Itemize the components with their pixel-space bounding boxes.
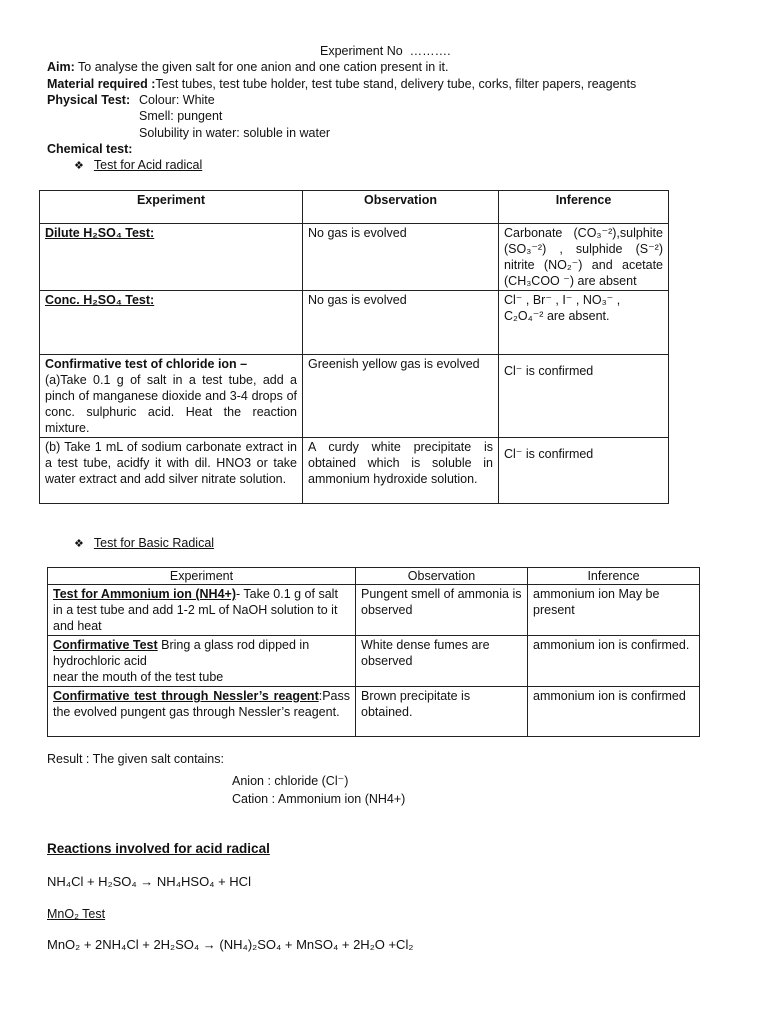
experiment-cell [40, 224, 303, 291]
col-header-observation: Observation [303, 191, 499, 224]
aim-label: Aim: [47, 60, 75, 74]
chemical-test-label [47, 141, 132, 157]
reaction-equation-1: NH₄Cl + H₂SO₄ → NH₄HSO₄ + HCl [47, 874, 251, 889]
acid-radical-heading-text: Test for Acid radical [93, 158, 203, 172]
observation-cell: No gas is evolved [303, 291, 499, 355]
observation-cell: A curdy white precipitate is obtained which is soluble in ammonium hydroxide solution. [303, 438, 499, 504]
experiment-title: Confirmative test of chloride ion – [45, 357, 248, 371]
table-row [40, 291, 669, 355]
experiment-title: Confirmative Test [53, 638, 158, 652]
experiment-text: - Take 0.1 g of salt in a test tube and add 1-2 mL of NaOH solution to it and heat [53, 587, 338, 633]
experiment-cell [40, 355, 303, 438]
bullet-icon: ❖ [74, 160, 84, 172]
bullet-icon: ❖ [74, 538, 84, 550]
table-row [40, 224, 669, 291]
observation-cell: White dense fumes are observed [356, 636, 528, 687]
inference-cell: ammonium ion is confirmed. [528, 636, 700, 687]
table-row [48, 585, 700, 636]
col-header-inference: Inference [499, 191, 669, 224]
inference-cell: Carbonate (CO₃⁻²),sulphite (SO₃⁻²) , sulphide (S⁻²) nitrite (NO₂⁻) and acetate (CH₃COO ⁻) are absent [499, 224, 669, 291]
basic-radical-heading-text: Test for Basic Radical [93, 536, 215, 550]
inference-cell: Cl⁻ , Br⁻ , I⁻ , NO₃⁻ , C₂O₄⁻² are absent. [499, 291, 669, 355]
physical-solubility: Solubility in water: soluble in water [139, 126, 331, 140]
experiment-cell [48, 636, 356, 687]
observation-cell: No gas is evolved [303, 224, 499, 291]
inference-cell: ammonium ion May be present [528, 585, 700, 636]
observation-cell: Greenish yellow gas is evolved [303, 355, 499, 438]
mno2-test-heading-text: MnO₂ Test [47, 907, 106, 921]
experiment-title: Test for Ammonium ion (NH4+) [53, 587, 236, 601]
table-header-row [48, 568, 700, 585]
experiment-cell [48, 687, 356, 737]
aim-line [47, 59, 448, 75]
physical-colour: Colour: White [139, 93, 215, 107]
table-row [48, 636, 700, 687]
material-label: Material required : [47, 77, 156, 91]
inference-cell: Cl⁻ is confirmed [499, 355, 669, 438]
experiment-cell [48, 585, 356, 636]
basic-radical-heading [74, 535, 214, 552]
experiment-title: Dilute H₂SO₄ Test: [45, 226, 155, 240]
physical-test-label-text: Physical Test: [47, 93, 131, 107]
col-header-observation: Observation [356, 568, 528, 585]
table-header-row [40, 191, 669, 224]
experiment-text: Bring a glass rod dipped in hydrochloric acid [53, 638, 310, 668]
experiment-text: near the mouth of the test tube [53, 670, 224, 684]
physical-smell: Smell: pungent [139, 109, 223, 123]
basic-radical-table [47, 567, 700, 737]
table-row [48, 687, 700, 737]
experiment-number-blank: ………. [409, 44, 451, 58]
col-header-experiment: Experiment [40, 191, 303, 224]
experiment-title [320, 43, 451, 59]
material-line [47, 76, 636, 92]
experiment-text: :Pass the evolved pungent gas through Nessler’s reagent. [53, 689, 350, 719]
observation-cell: Pungent smell of ammonia is observed [356, 585, 528, 636]
experiment-text: (a)Take 0.1 g of salt in a test tube, add a pinch of manganese dioxide and 3-4 drops of conc. sulphuric acid. Heat the reaction mixture. [45, 373, 297, 435]
table-row [40, 438, 669, 504]
result-label: Result : The given salt contains: [47, 752, 224, 766]
result-cation: Cation : Ammonium ion (NH4+) [232, 792, 406, 806]
reaction-equation-2: MnO₂ + 2NH₄Cl + 2H₂SO₄ → (NH₄)₂SO₄ + MnSO₄ + 2H₂O +Cl₂ [47, 937, 414, 952]
observation-cell: Brown precipitate is obtained. [356, 687, 528, 737]
inference-cell: ammonium ion is confirmed [528, 687, 700, 737]
table-row [40, 355, 669, 438]
acid-radical-heading [74, 157, 202, 174]
col-header-experiment: Experiment [48, 568, 356, 585]
col-header-inference: Inference [528, 568, 700, 585]
experiment-title: Confirmative test through Nessler’s reagent [53, 689, 319, 703]
aim-text: To analyse the given salt for one anion and one cation present in it. [78, 60, 449, 74]
experiment-cell [40, 291, 303, 355]
experiment-title-text: Experiment No [320, 44, 403, 58]
reactions-heading [47, 841, 270, 857]
chemical-test-label-text: Chemical test: [47, 142, 133, 156]
result-anion: Anion : chloride (Cl⁻) [232, 774, 349, 788]
material-text: Test tubes, test tube holder, test tube stand, delivery tube, corks, filter papers, reagents [155, 77, 637, 91]
acid-radical-table [39, 190, 669, 504]
physical-test-label [47, 92, 130, 108]
mno2-test-heading [47, 906, 105, 922]
reactions-heading-text: Reactions involved for acid radical [47, 841, 270, 856]
experiment-title: Conc. H₂SO₄ Test: [45, 293, 155, 307]
experiment-cell: (b) Take 1 mL of sodium carbonate extract in a test tube, acidfy it with dil. HNO3 or take water extract and add silver nitrate solution. [40, 438, 303, 504]
inference-cell: Cl⁻ is confirmed [499, 438, 669, 504]
